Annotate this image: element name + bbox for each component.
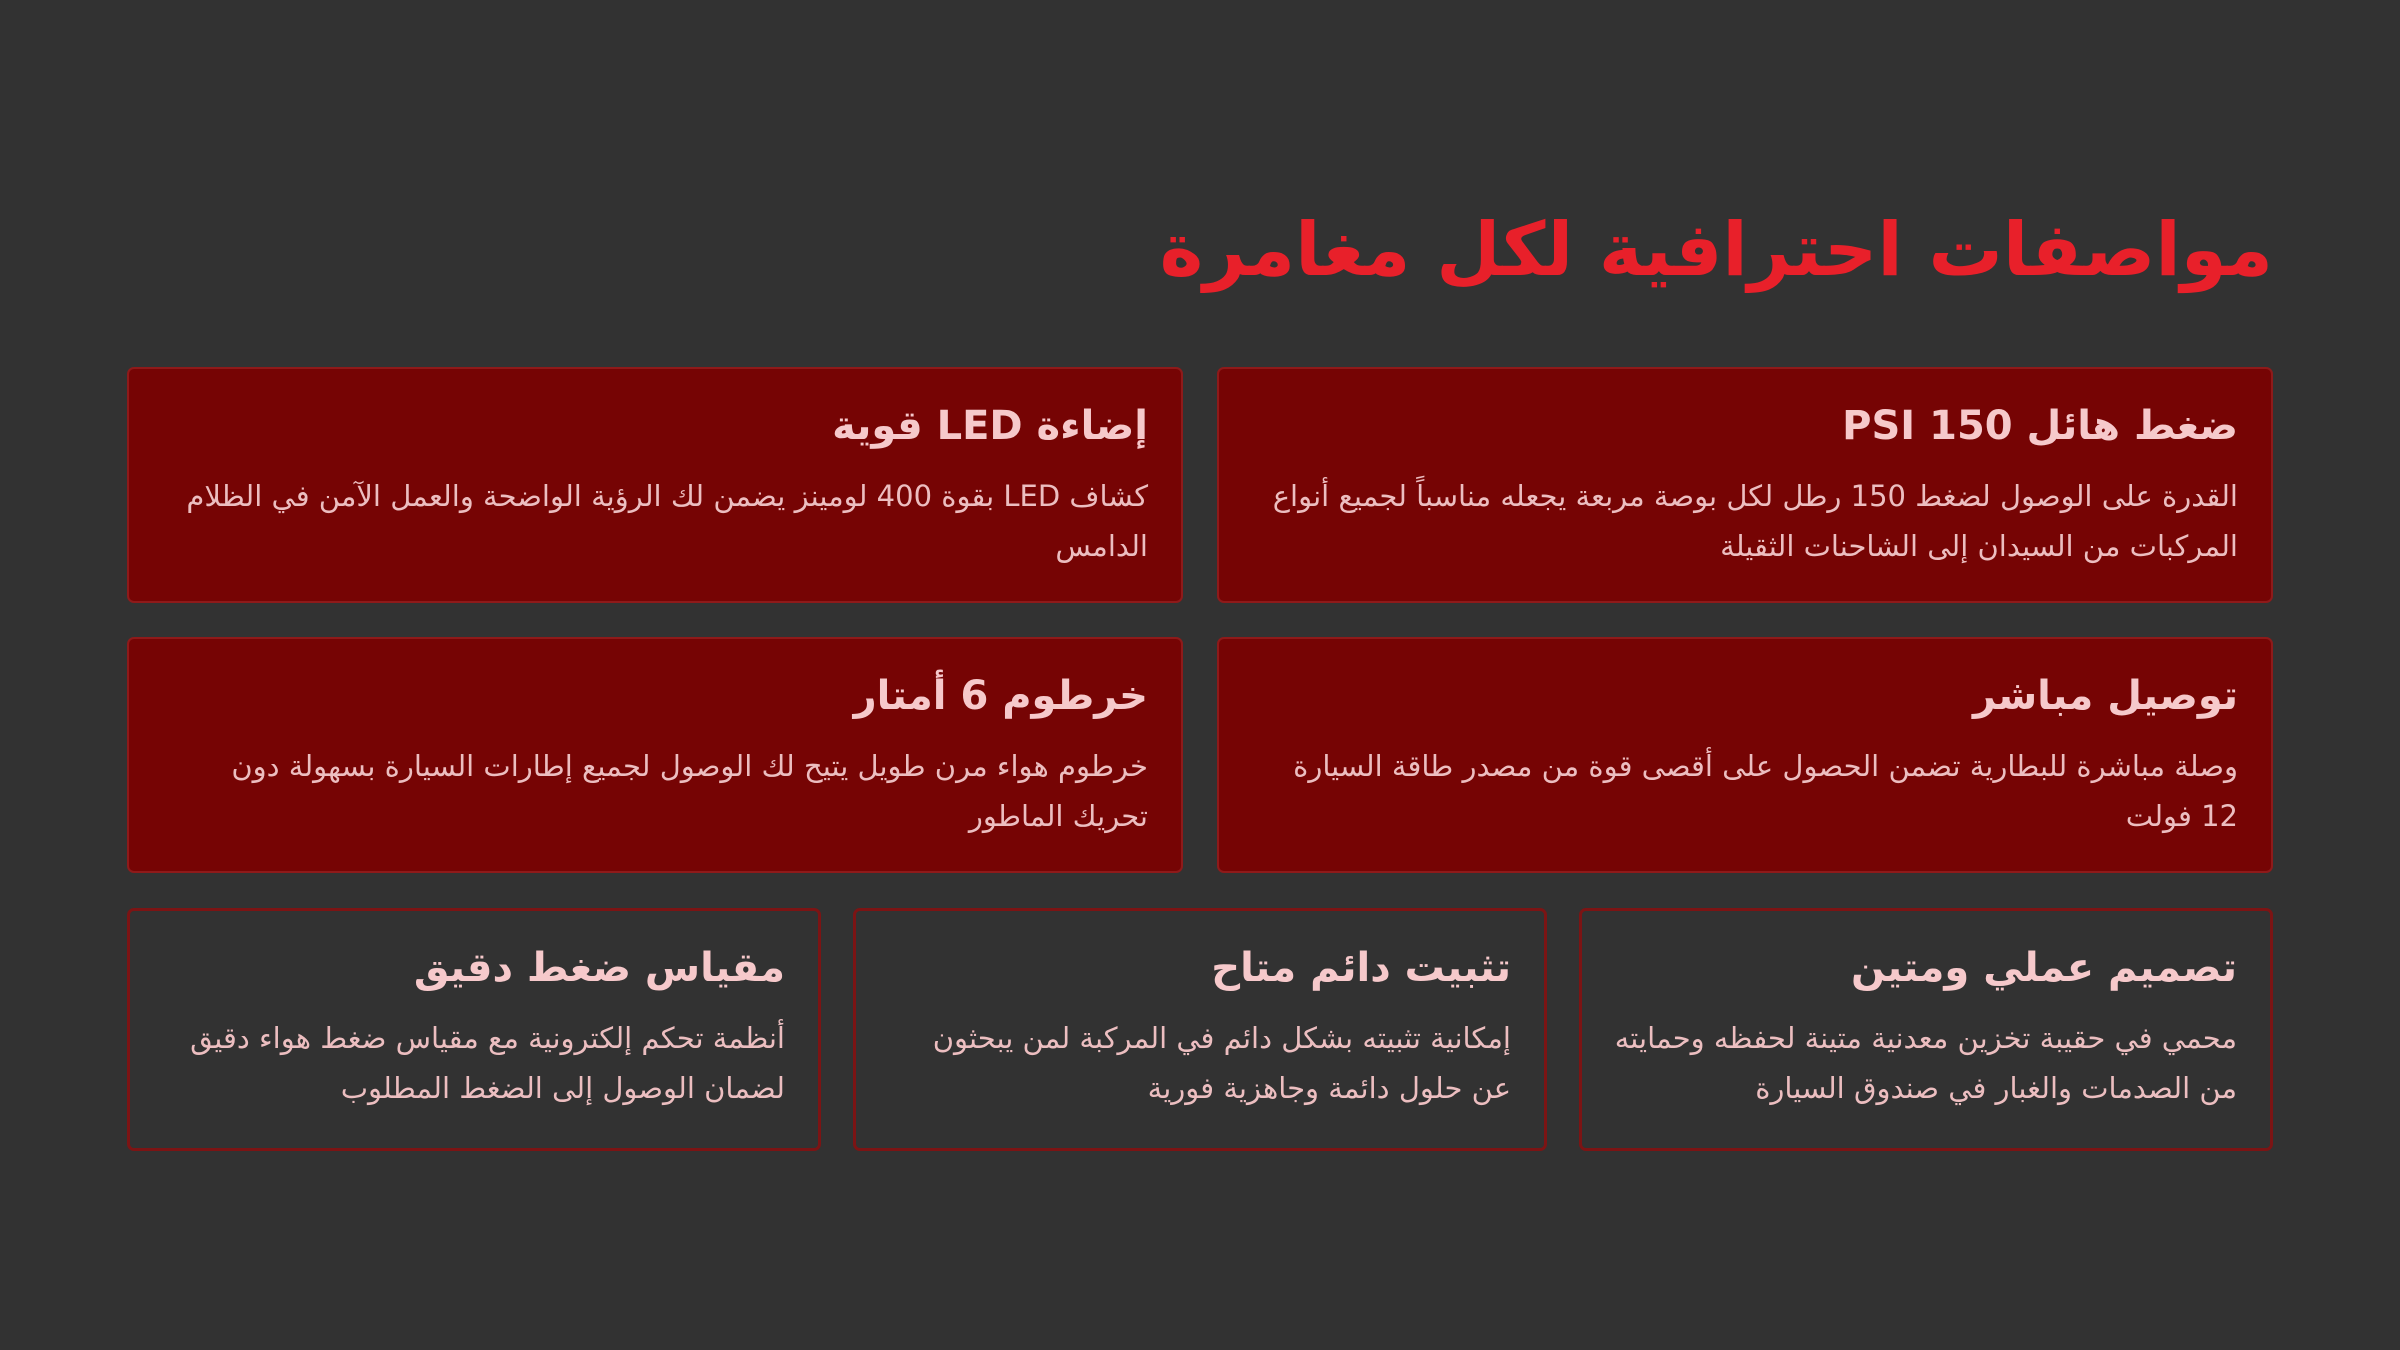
- feature-title: تصميم عملي ومتين: [1850, 945, 2237, 991]
- slide: [127, 0, 2273, 1350]
- feature-title: خرطوم 6 أمتار: [853, 673, 1148, 719]
- feature-row: [127, 908, 2273, 1151]
- feature-title: توصيل مباشر: [1972, 673, 2238, 719]
- feature-description: كشاف LED بقوة 400 لومينز يضمن لك الرؤية الواضحة والعمل الآمن في الظلام الدامس: [186, 479, 1148, 563]
- feature-card-pressure: [1217, 367, 2273, 603]
- feature-description: القدرة على الوصول لضغط 150 رطل لكل بوصة مربعة يجعله مناسباً لجميع أنواع المركبات من السيدان إلى الشاحنات الثقيلة: [1272, 479, 2238, 563]
- feature-title: مقياس ضغط دقيق: [413, 945, 785, 991]
- feature-description: وصلة مباشرة للبطارية تضمن الحصول على أقصى قوة من مصدر طاقة السيارة 12 فولت: [1293, 749, 2238, 833]
- feature-title: إضاءة LED قوية: [832, 403, 1148, 449]
- feature-title: تثبيت دائم متاح: [1211, 945, 1511, 991]
- feature-title: ضغط هائل 150 PSI: [1842, 403, 2238, 449]
- feature-card-installation: [853, 908, 1547, 1151]
- feature-card-led-light: [127, 367, 1183, 603]
- feature-description: إمكانية تثبيته بشكل دائم في المركبة لمن يبحثون عن حلول دائمة وجاهزية فورية: [932, 1021, 1511, 1105]
- feature-card-gauge: [127, 908, 821, 1151]
- feature-row: [127, 637, 2273, 873]
- feature-description: خرطوم هواء مرن طويل يتيح لك الوصول لجميع إطارات السيارة بسهولة دون تحريك الماطور: [231, 749, 1148, 833]
- feature-description: محمي في حقيبة تخزين معدنية متينة لحفظه وحمايته من الصدمات والغبار في صندوق السيارة: [1614, 1021, 2237, 1105]
- slide-title: مواصفات احترافية لكل مغامرة: [1159, 207, 2273, 293]
- feature-description: أنظمة تحكم إلكترونية مع مقياس ضغط هواء دقيق لضمان الوصول إلى الضغط المطلوب: [190, 1021, 785, 1105]
- feature-card-direct-connection: [1217, 637, 2273, 873]
- feature-card-hose: [127, 637, 1183, 873]
- feature-card-design: [1579, 908, 2273, 1151]
- feature-row: [127, 367, 2273, 603]
